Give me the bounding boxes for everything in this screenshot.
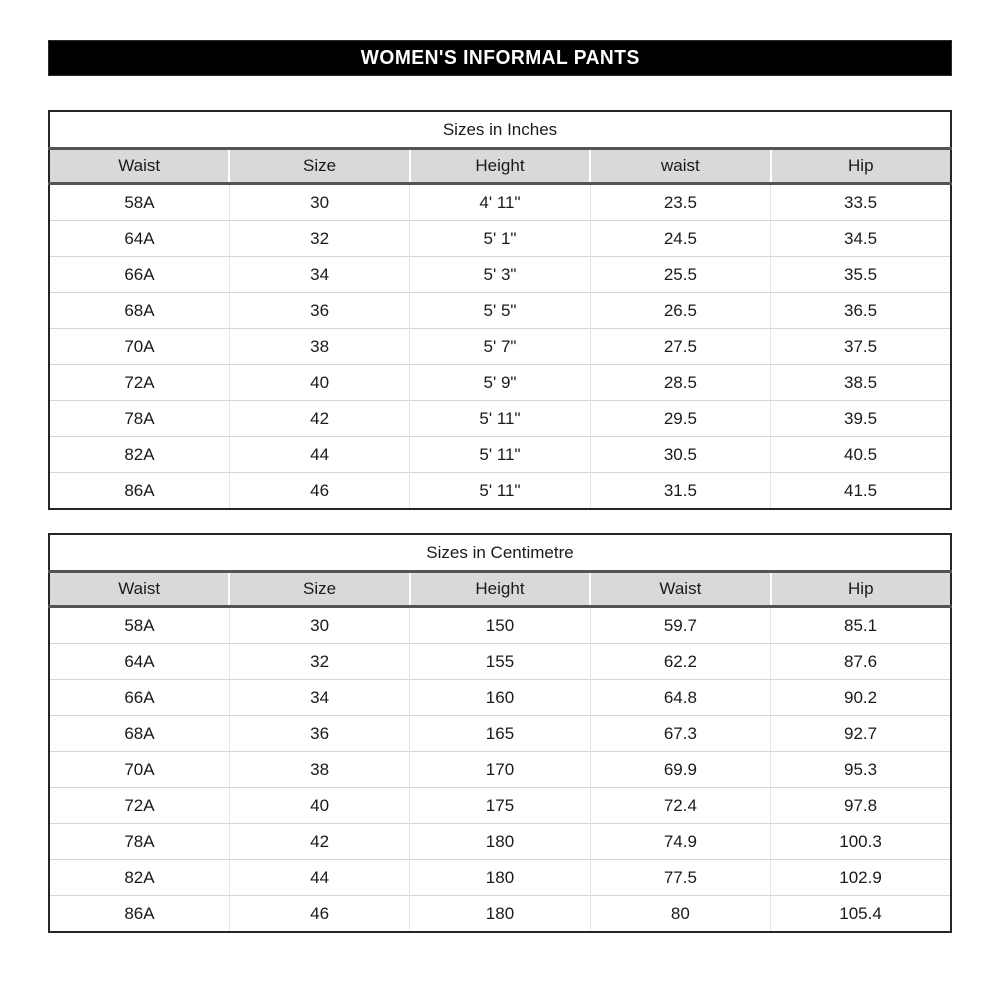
cell: 42 [229, 401, 409, 437]
cell: 68A [49, 716, 229, 752]
cell: 82A [49, 437, 229, 473]
cell: 64A [49, 221, 229, 257]
cell: 5' 5" [410, 293, 590, 329]
column-header: Height [410, 149, 590, 184]
cell: 38.5 [771, 365, 951, 401]
column-header: Waist [49, 149, 229, 184]
cell: 5' 11" [410, 401, 590, 437]
cell: 33.5 [771, 184, 951, 221]
cell: 36 [229, 716, 409, 752]
cell: 40.5 [771, 437, 951, 473]
table-row [49, 293, 951, 329]
table-row [49, 257, 951, 293]
table-row [49, 607, 951, 644]
cell: 72A [49, 788, 229, 824]
cell: 180 [410, 824, 590, 860]
cell: 5' 3" [410, 257, 590, 293]
table-row [49, 824, 951, 860]
table-row [49, 329, 951, 365]
table-row [49, 860, 951, 896]
cell: 34.5 [771, 221, 951, 257]
sizes-in-inches-table [48, 110, 952, 510]
table-title-row [49, 111, 951, 149]
cell: 77.5 [590, 860, 770, 896]
cell: 26.5 [590, 293, 770, 329]
cell: 35.5 [771, 257, 951, 293]
cell: 64.8 [590, 680, 770, 716]
cell: 67.3 [590, 716, 770, 752]
cell: 74.9 [590, 824, 770, 860]
cell: 72.4 [590, 788, 770, 824]
cell: 58A [49, 607, 229, 644]
cell: 80 [590, 896, 770, 933]
cell: 5' 11" [410, 437, 590, 473]
column-header: waist [590, 149, 770, 184]
cell: 34 [229, 680, 409, 716]
cell: 46 [229, 473, 409, 510]
column-header: Waist [49, 572, 229, 607]
cell: 100.3 [771, 824, 951, 860]
cell: 38 [229, 752, 409, 788]
column-header: Size [229, 572, 409, 607]
cell: 92.7 [771, 716, 951, 752]
cell: 25.5 [590, 257, 770, 293]
cell: 24.5 [590, 221, 770, 257]
table-row [49, 896, 951, 933]
cell: 180 [410, 860, 590, 896]
column-header: Hip [771, 149, 951, 184]
column-header: Waist [590, 572, 770, 607]
cell: 175 [410, 788, 590, 824]
cell: 66A [49, 680, 229, 716]
table-row [49, 184, 951, 221]
table-body [49, 607, 951, 933]
table-row [49, 644, 951, 680]
cell: 39.5 [771, 401, 951, 437]
cell: 90.2 [771, 680, 951, 716]
cell: 4' 11" [410, 184, 590, 221]
cell: 29.5 [590, 401, 770, 437]
table-title-row [49, 534, 951, 572]
table-row [49, 365, 951, 401]
cell: 82A [49, 860, 229, 896]
cell: 95.3 [771, 752, 951, 788]
cell: 5' 11" [410, 473, 590, 510]
cell: 69.9 [590, 752, 770, 788]
table-header-row [49, 149, 951, 184]
table-row [49, 716, 951, 752]
cell: 30.5 [590, 437, 770, 473]
cell: 180 [410, 896, 590, 933]
cell: 23.5 [590, 184, 770, 221]
cell: 70A [49, 329, 229, 365]
table-row [49, 473, 951, 510]
title-banner [48, 40, 952, 76]
cell: 28.5 [590, 365, 770, 401]
page-title: WOMEN'S INFORMAL PANTS [360, 46, 640, 69]
column-header: Size [229, 149, 409, 184]
table-row [49, 788, 951, 824]
cell: 34 [229, 257, 409, 293]
cell: 70A [49, 752, 229, 788]
cell: 78A [49, 824, 229, 860]
cell: 31.5 [590, 473, 770, 510]
sizes-in-centimetre-table [48, 533, 952, 933]
cell: 62.2 [590, 644, 770, 680]
cell: 30 [229, 184, 409, 221]
table-header-row [49, 572, 951, 607]
cell: 46 [229, 896, 409, 933]
cell: 44 [229, 860, 409, 896]
cell: 78A [49, 401, 229, 437]
table-row [49, 680, 951, 716]
cell: 87.6 [771, 644, 951, 680]
cell: 150 [410, 607, 590, 644]
cell: 58A [49, 184, 229, 221]
cell: 85.1 [771, 607, 951, 644]
cell: 86A [49, 896, 229, 933]
cell: 27.5 [590, 329, 770, 365]
cell: 68A [49, 293, 229, 329]
cell: 30 [229, 607, 409, 644]
cell: 160 [410, 680, 590, 716]
table-row [49, 221, 951, 257]
cell: 38 [229, 329, 409, 365]
cell: 86A [49, 473, 229, 510]
cell: 5' 7" [410, 329, 590, 365]
cell: 5' 9" [410, 365, 590, 401]
cell: 66A [49, 257, 229, 293]
table-row [49, 437, 951, 473]
cell: 155 [410, 644, 590, 680]
cell: 37.5 [771, 329, 951, 365]
table-title: Sizes in Centimetre [49, 534, 951, 572]
cell: 41.5 [771, 473, 951, 510]
cell: 32 [229, 644, 409, 680]
table-row [49, 752, 951, 788]
cell: 40 [229, 788, 409, 824]
cell: 5' 1" [410, 221, 590, 257]
cell: 36 [229, 293, 409, 329]
table-body [49, 184, 951, 510]
cell: 36.5 [771, 293, 951, 329]
cell: 42 [229, 824, 409, 860]
cell: 97.8 [771, 788, 951, 824]
cell: 64A [49, 644, 229, 680]
cell: 40 [229, 365, 409, 401]
cell: 44 [229, 437, 409, 473]
cell: 32 [229, 221, 409, 257]
cell: 102.9 [771, 860, 951, 896]
cell: 170 [410, 752, 590, 788]
table-row [49, 401, 951, 437]
column-header: Height [410, 572, 590, 607]
cell: 72A [49, 365, 229, 401]
column-header: Hip [771, 572, 951, 607]
cell: 165 [410, 716, 590, 752]
cell: 105.4 [771, 896, 951, 933]
cell: 59.7 [590, 607, 770, 644]
table-title: Sizes in Inches [49, 111, 951, 149]
